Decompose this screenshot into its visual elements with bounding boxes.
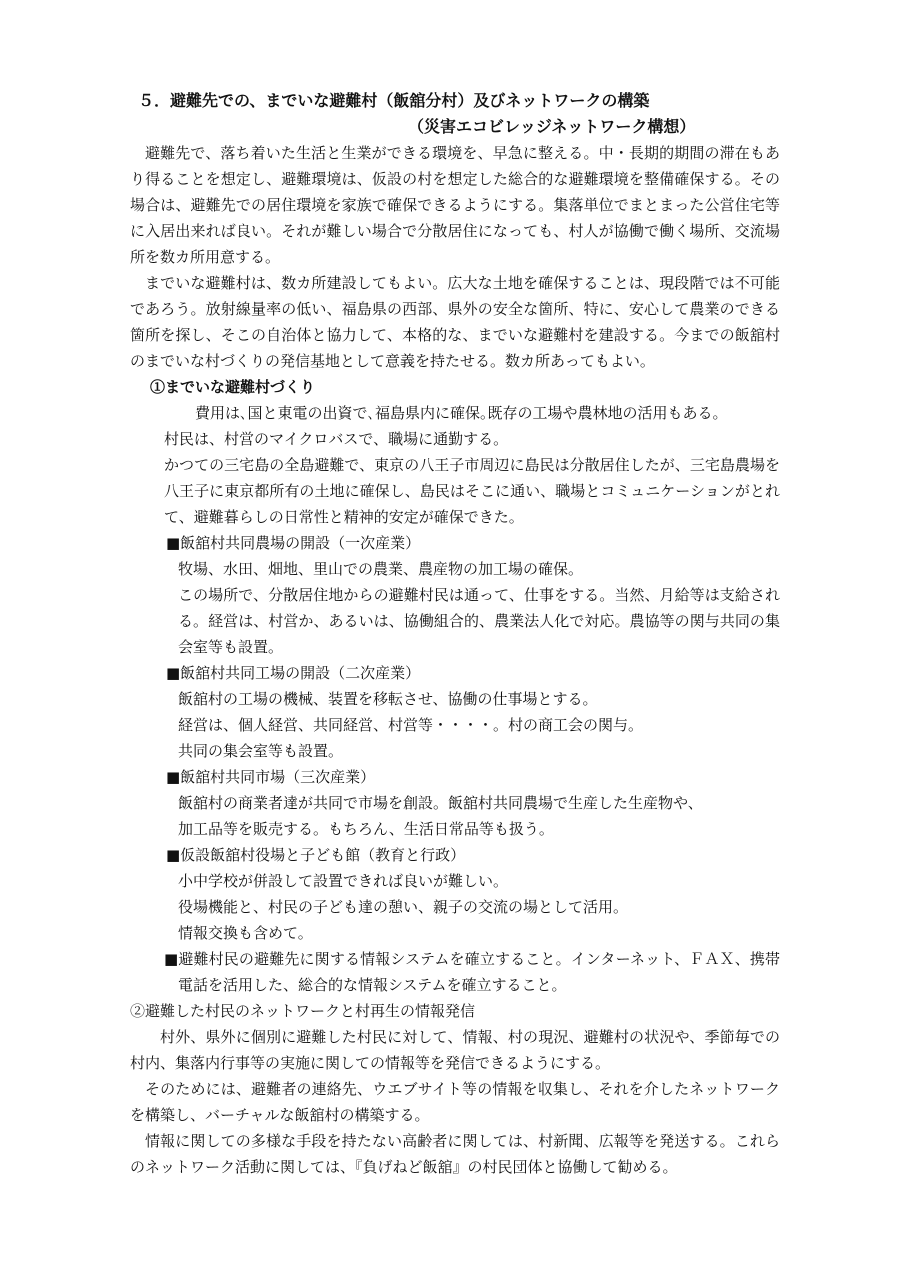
section-1-intro [180, 400, 780, 426]
title-line-1: ５．避難先での、までいな避難村（飯舘分村）及びネットワークの構築 [138, 91, 650, 110]
item-heading-farm: ■飯舘村共同農場の開設（一次産業） [166, 534, 421, 552]
item-line: 共同の集会室等も設置。 [178, 742, 344, 760]
section-1-paragraph: 費用は､国と東電の出資で､福島県内に確保｡既存の工場や農林地の活用もある。 [195, 404, 728, 422]
item-line: 飯舘村の工場の機械、装置を移転させ、協働の仕事場とする。 [178, 690, 598, 708]
section-1-paragraph: かつての三宅島の全島避難で、東京の八王子市周辺に島民は分散居住したが、三宅島農場を八王子に東京都所有の土地に確保し、島民はそこに通い、職場とコミュニケーションがとれて、避難暮らしの日常性と精神的安定が確保できた。 [164, 456, 780, 526]
item-line: 加工品等を販売する。もちろん、生活日常品等も扱う。 [178, 820, 554, 838]
section-2-paragraph-2: そのためには、避難者の連絡先、ウエブサイト等の情報を収集し、それを介したネットワークを構築し、バーチャルな飯舘村の構築する。 [130, 1080, 780, 1124]
section-2-paragraph-1: 村外、県外に個別に避難した村民に対して、情報、村の現況、避難村の状況や、季節毎での村内、集落内行事等の実施に関しての情報等を発信できるようにする。 [130, 1028, 780, 1072]
page-title [138, 88, 798, 140]
item-line: 経営は、個人経営、共同経営、村営等・・・・。村の商工会の関与。 [178, 716, 644, 734]
item-heading-info-system: ■避難村民の避難先に関する情報システムを確立すること。インターネット、ＦＡＸ、携帯電話を活用した、総合的な情報システムを確立すること。 [164, 950, 780, 994]
item-heading-office: ■仮設飯舘村役場と子ども館（教育と行政） [166, 846, 466, 864]
item-line: 情報交換も含めて。 [178, 924, 313, 942]
item-heading-factory: ■飯舘村共同工場の開設（二次産業） [166, 664, 421, 682]
section-2-heading: ②避難した村民のネットワークと村再生の情報発信 [130, 1002, 476, 1020]
item-heading-market: ■飯舘村共同市場（三次産業） [166, 768, 376, 786]
section-1-paragraph: 村民は、村営のマイクロバスで、職場に通勤する。 [164, 430, 509, 448]
document-body [130, 140, 780, 1180]
item-line: 小中学校が併設して設置できれば良いが難しい。 [178, 872, 509, 890]
section-2-paragraph-3: 情報に関しての多様な手段を持たない高齢者に関しては、村新聞、広報等を発送する。これらのネットワーク活動に関しては、『負げねど飯舘』の村民団体と協働して勧める。 [130, 1132, 780, 1176]
intro-paragraph-1: 避難先で、落ち着いた生活と生業ができる環境を、早急に整える。中・長期的期間の滞在もあり得ることを想定し、避難環境は、仮設の村を想定した総合的な避難環境を整備確保する。その場合は、避難先での居住環境を家族で確保できるようにする。集落単位でまとまった公営住宅等に入居出来れば良い。それが難しい場合で分散居住になっても、村人が協働で働く場所、交流場所を数カ所用意する。 [130, 144, 780, 266]
item-line: 役場機能と、村民の子ども達の憩い、親子の交流の場として活用。 [178, 898, 629, 916]
section-1-heading: ①までいな避難村づくり [150, 378, 316, 396]
item-line: 牧場、水田、畑地、里山での農業、農産物の加工場の確保。 [178, 560, 584, 578]
item-line: この場所で、分散居住地からの避難村民は通って、仕事をする。当然、月給等は支給される。経営は、村営か、あるいは、協働組合的、農業法人化で対応。農協等の関与共同の集会室等も設置。 [178, 586, 780, 656]
item-line: 飯舘村の商業者達が共同で市場を創設。飯舘村共同農場で生産した生産物や、 [178, 794, 703, 812]
title-line-2: （災害エコビレッジネットワーク構想） [408, 117, 696, 136]
intro-paragraph-2: までいな避難村は、数カ所建設してもよい。広大な土地を確保することは、現段階では不可能であろう。放射線量率の低い、福島県の西部、県外の安全な箇所、特に、安心して農業のできる箇所を探し、そこの自治体と協力して、本格的な、までいな避難村を建設する。今までの飯舘村のまでいな村づくりの発信基地として意義を持たせる。数カ所あってもよい。 [130, 274, 780, 370]
